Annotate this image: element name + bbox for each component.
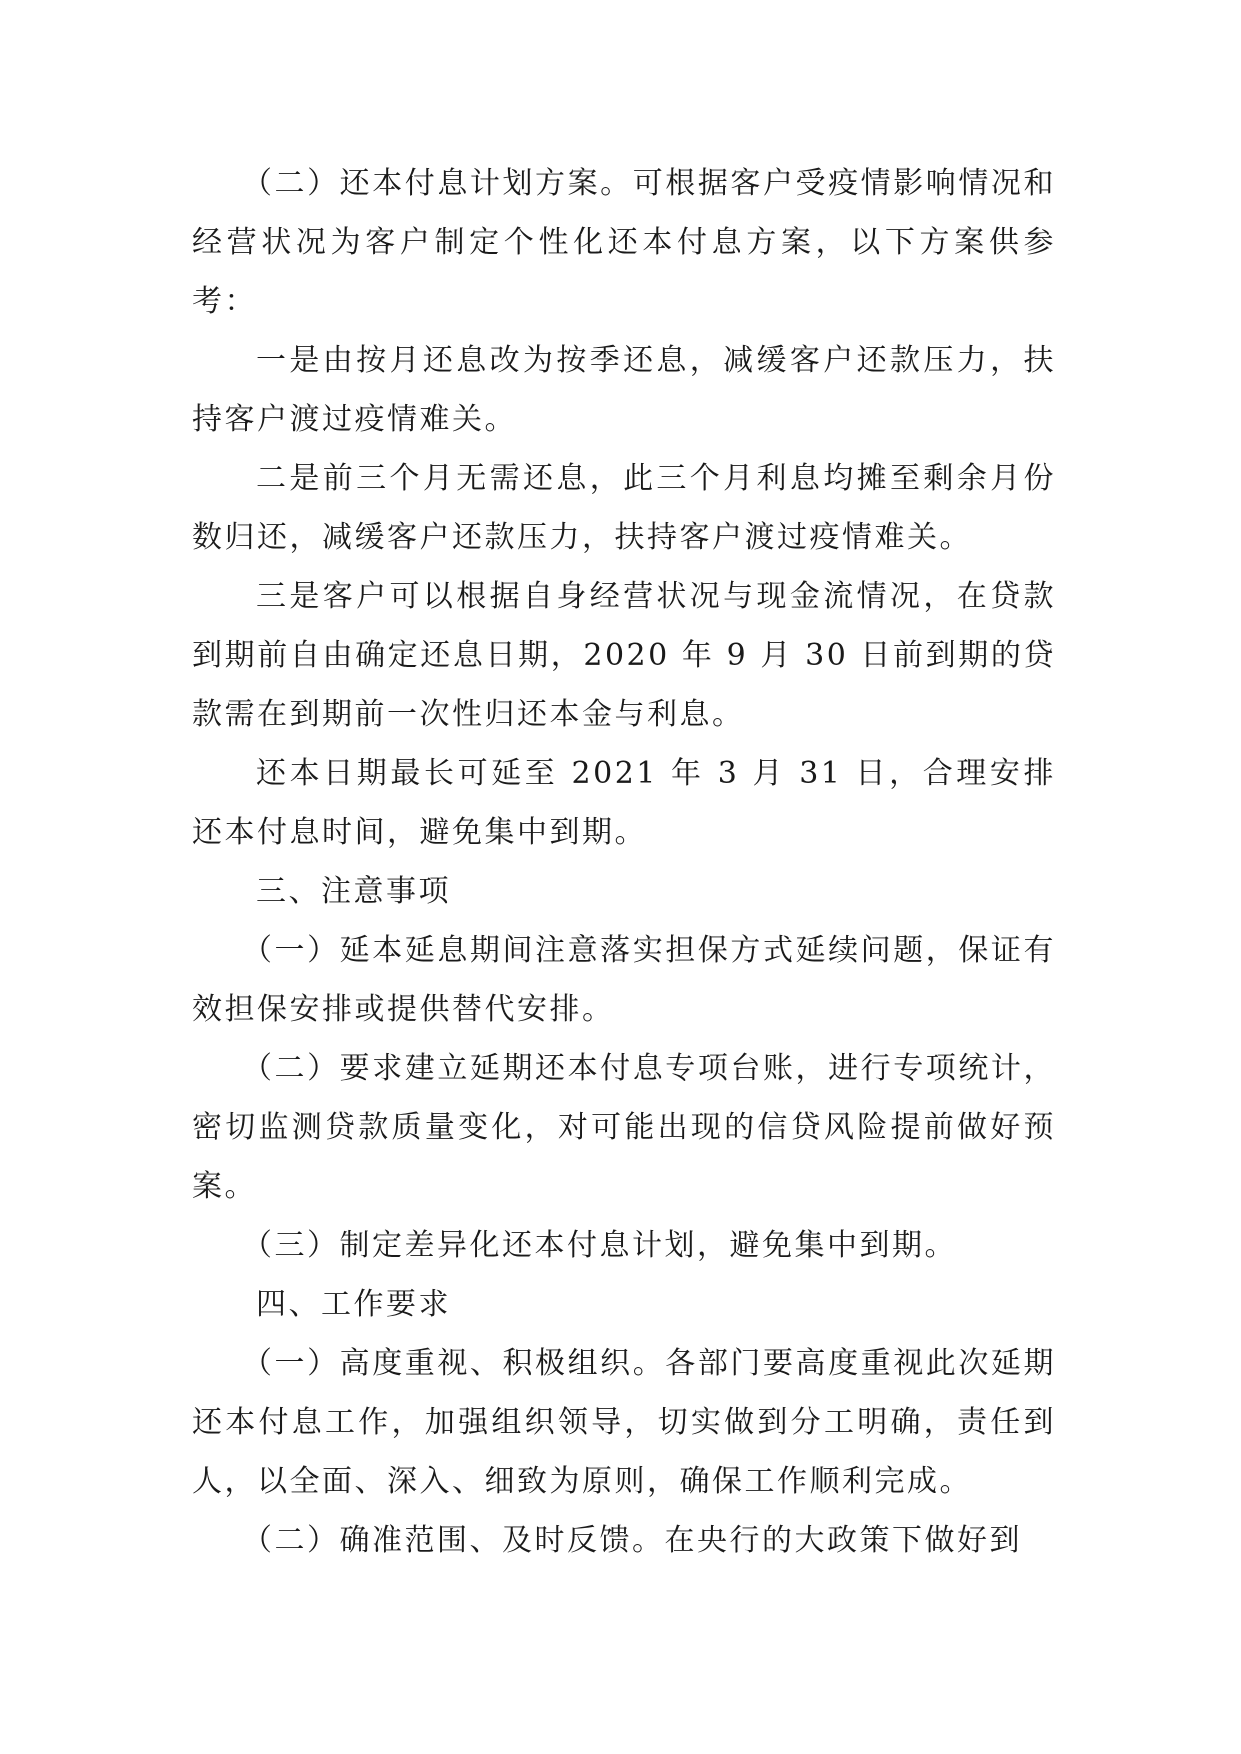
paragraph-option-three: 三是客户可以根据自身经营状况与现金流情况，在贷款到期前自由确定还息日期，2020 年 9 月 30 日前到期的贷款需在到期前一次性归还本金与利息。 xyxy=(192,579,1056,732)
section-heading-requirements: 四、工作要求 xyxy=(256,1287,451,1322)
paragraph-option-two: 二是前三个月无需还息，此三个月利息均摊至剩余月份数归还，减缓客户还款压力，扶持客户渡过疫情难关。 xyxy=(192,461,1056,555)
paragraph-requirement-attention: （一）高度重视、积极组织。各部门要高度重视此次延期还本付息工作，加强组织领导，切实做到分工明确，责任到人，以全面、深入、细致为原则，确保工作顺利完成。 xyxy=(192,1346,1056,1499)
paragraph-note-guarantee: （一）延本延息期间注意落实担保方式延续问题，保证有效担保安排或提供替代安排。 xyxy=(192,933,1056,1027)
paragraph-repayment-plan: （二）还本付息计划方案。可根据客户受疫情影响情况和经营状况为客户制定个性化还本付息方案，以下方案供参考： xyxy=(192,166,1056,319)
document-body xyxy=(192,154,1056,1570)
paragraph-option-one: 一是由按月还息改为按季还息，减缓客户还款压力，扶持客户渡过疫情难关。 xyxy=(192,343,1056,437)
paragraph-principal-deadline: 还本日期最长可延至 2021 年 3 月 31 日，合理安排还本付息时间，避免集中到期。 xyxy=(192,756,1056,850)
section-heading-notes: 三、注意事项 xyxy=(256,874,451,909)
paragraph-note-ledger: （二）要求建立延期还本付息专项台账，进行专项统计，密切监测贷款质量变化，对可能出现的信贷风险提前做好预案。 xyxy=(192,1051,1056,1204)
paragraph-requirement-scope: （二）确准范围、及时反馈。在央行的大政策下做好到 xyxy=(242,1523,1022,1558)
paragraph-note-differentiated-plan: （三）制定差异化还本付息计划，避免集中到期。 xyxy=(242,1228,957,1263)
